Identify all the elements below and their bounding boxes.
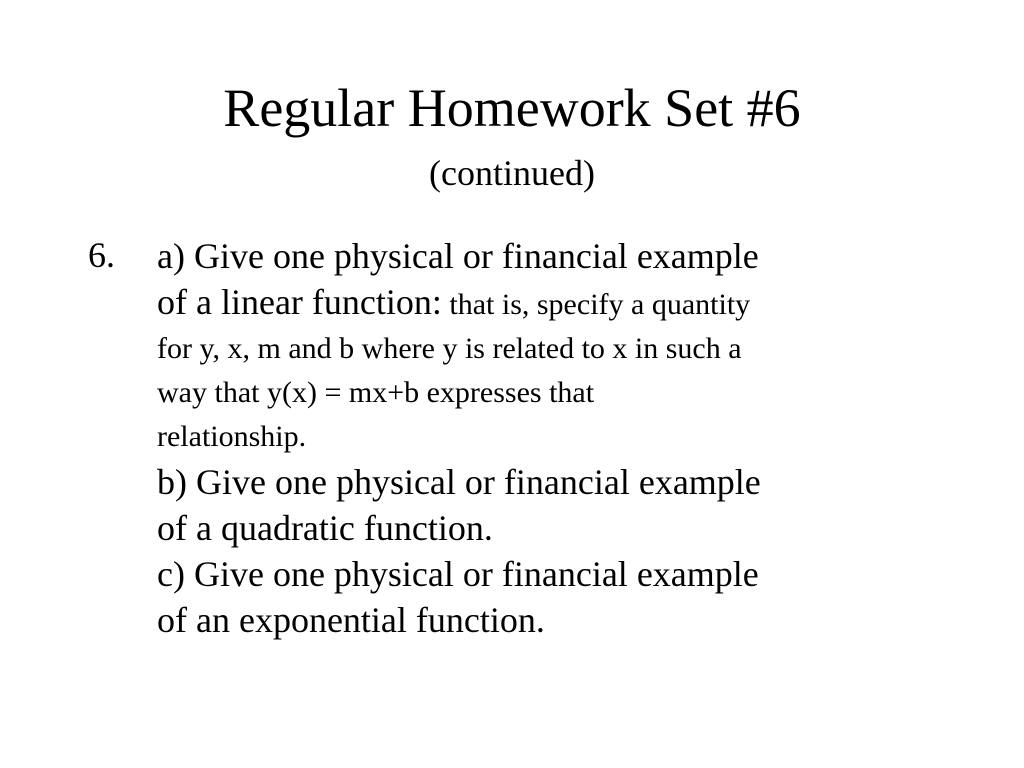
question-body <box>157 233 947 643</box>
part-b-line-1: b) Give one physical or financial example <box>157 462 761 502</box>
part-b <box>157 459 947 551</box>
part-c-line-1: c) Give one physical or financial example <box>157 554 759 594</box>
part-a-line-5: relationship. <box>157 420 307 453</box>
slide-title: Regular Homework Set #6 <box>223 78 801 138</box>
part-a-line-2-detail: that is, specify a quantity <box>441 288 751 321</box>
part-a-line-2-main: of a linear function: <box>157 282 442 322</box>
part-c-line-2: of an exponential function. <box>157 600 545 640</box>
part-b-line-2: of a quadratic function. <box>157 508 493 548</box>
part-a-line-3: for y, x, m and b where y is related to x in such a <box>157 332 742 365</box>
part-c <box>157 551 947 643</box>
part-a-line-1: a) Give one physical or financial example <box>157 236 759 276</box>
part-a <box>157 233 947 459</box>
slide-subtitle: (continued) <box>429 153 595 193</box>
item-number: 6. <box>88 235 115 275</box>
part-a-line-4: way that y(x) = mx+b expresses that <box>157 376 595 409</box>
part-a-line-2 <box>157 279 947 327</box>
